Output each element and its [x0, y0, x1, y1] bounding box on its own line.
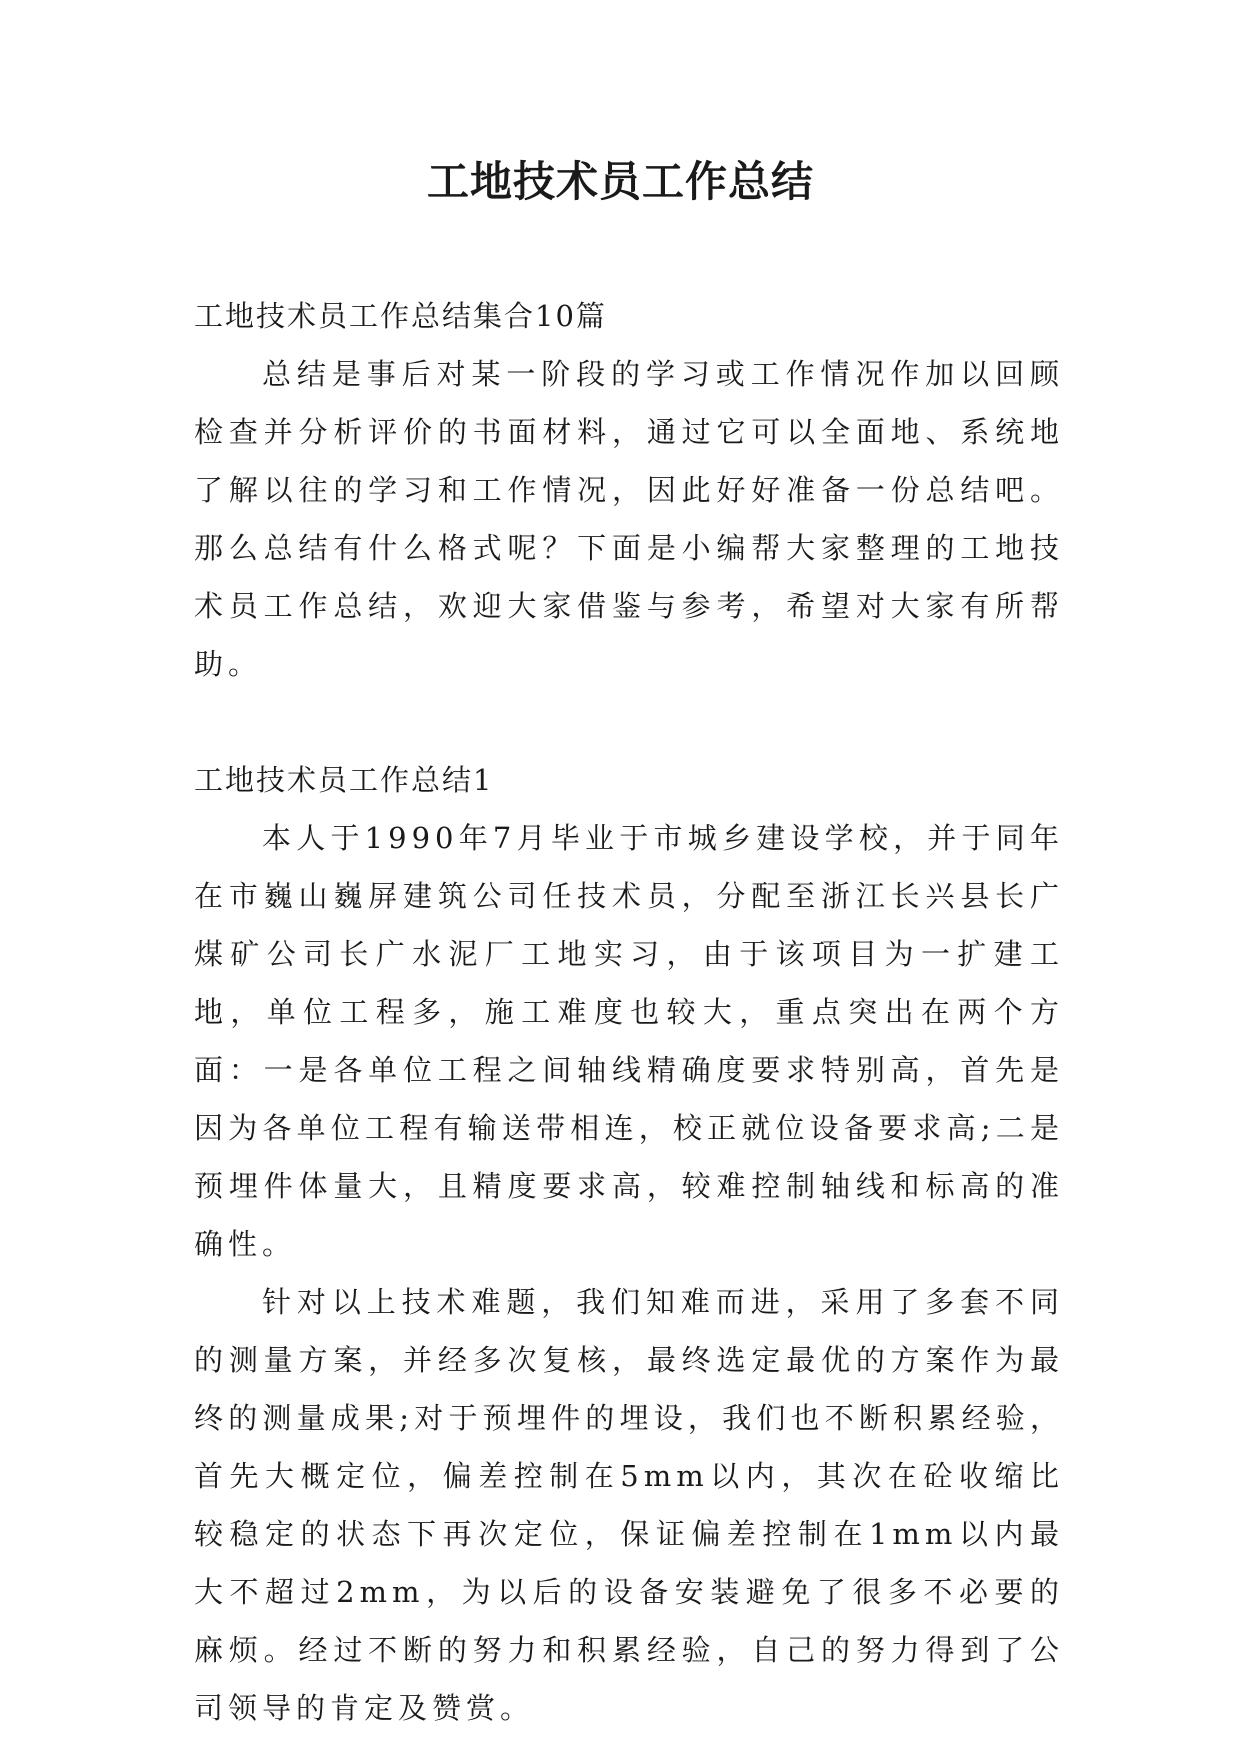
document-title: 工地技术员工作总结 [426, 157, 814, 206]
section-1-paragraph-2: 针对以上技术难题，我们知难而进，采用了多套不同的测量方案，并经多次复核，最终选定最优的方案作为最终的测量成果;对于预埋件的埋设，我们也不断积累经验，首先大概定位，偏差控制在5mm以内，其次在砼收缩比较稳定的状态下再次定位，保证偏差控制在1mm以内最大不超过2mm，为以后的设备安装避免了很多不必要的麻烦。经过不断的努力和积累经验，自己的努力得到了公司领导的肯定及赞赏。 [194, 1285, 1064, 1725]
section-1-heading: 工地技术员工作总结1 [194, 763, 494, 797]
document-body [194, 287, 1064, 1737]
section-spacer [194, 693, 1064, 751]
collection-heading: 工地技术员工作总结集合10篇 [194, 299, 607, 333]
section-1-paragraph-1: 本人于1990年7月毕业于市城乡建设学校，并于同年在市巍山巍屏建筑公司任技术员，分配至浙江长兴县长广煤矿公司长广水泥厂工地实习，由于该项目为一扩建工地，单位工程多，施工难度也较大，重点突出在两个方面：一是各单位工程之间轴线精确度要求特别高，首先是因为各单位工程有输送带相连，校正就位设备要求高;二是预埋件体量大，且精度要求高，较难控制轴线和标高的准确性。 [194, 821, 1064, 1261]
intro-paragraph: 总结是事后对某一阶段的学习或工作情况作加以回顾检查并分析评价的书面材料，通过它可以全面地、系统地了解以往的学习和工作情况，因此好好准备一份总结吧。那么总结有什么格式呢？下面是小编帮大家整理的工地技术员工作总结，欢迎大家借鉴与参考，希望对大家有所帮助。 [194, 357, 1064, 681]
